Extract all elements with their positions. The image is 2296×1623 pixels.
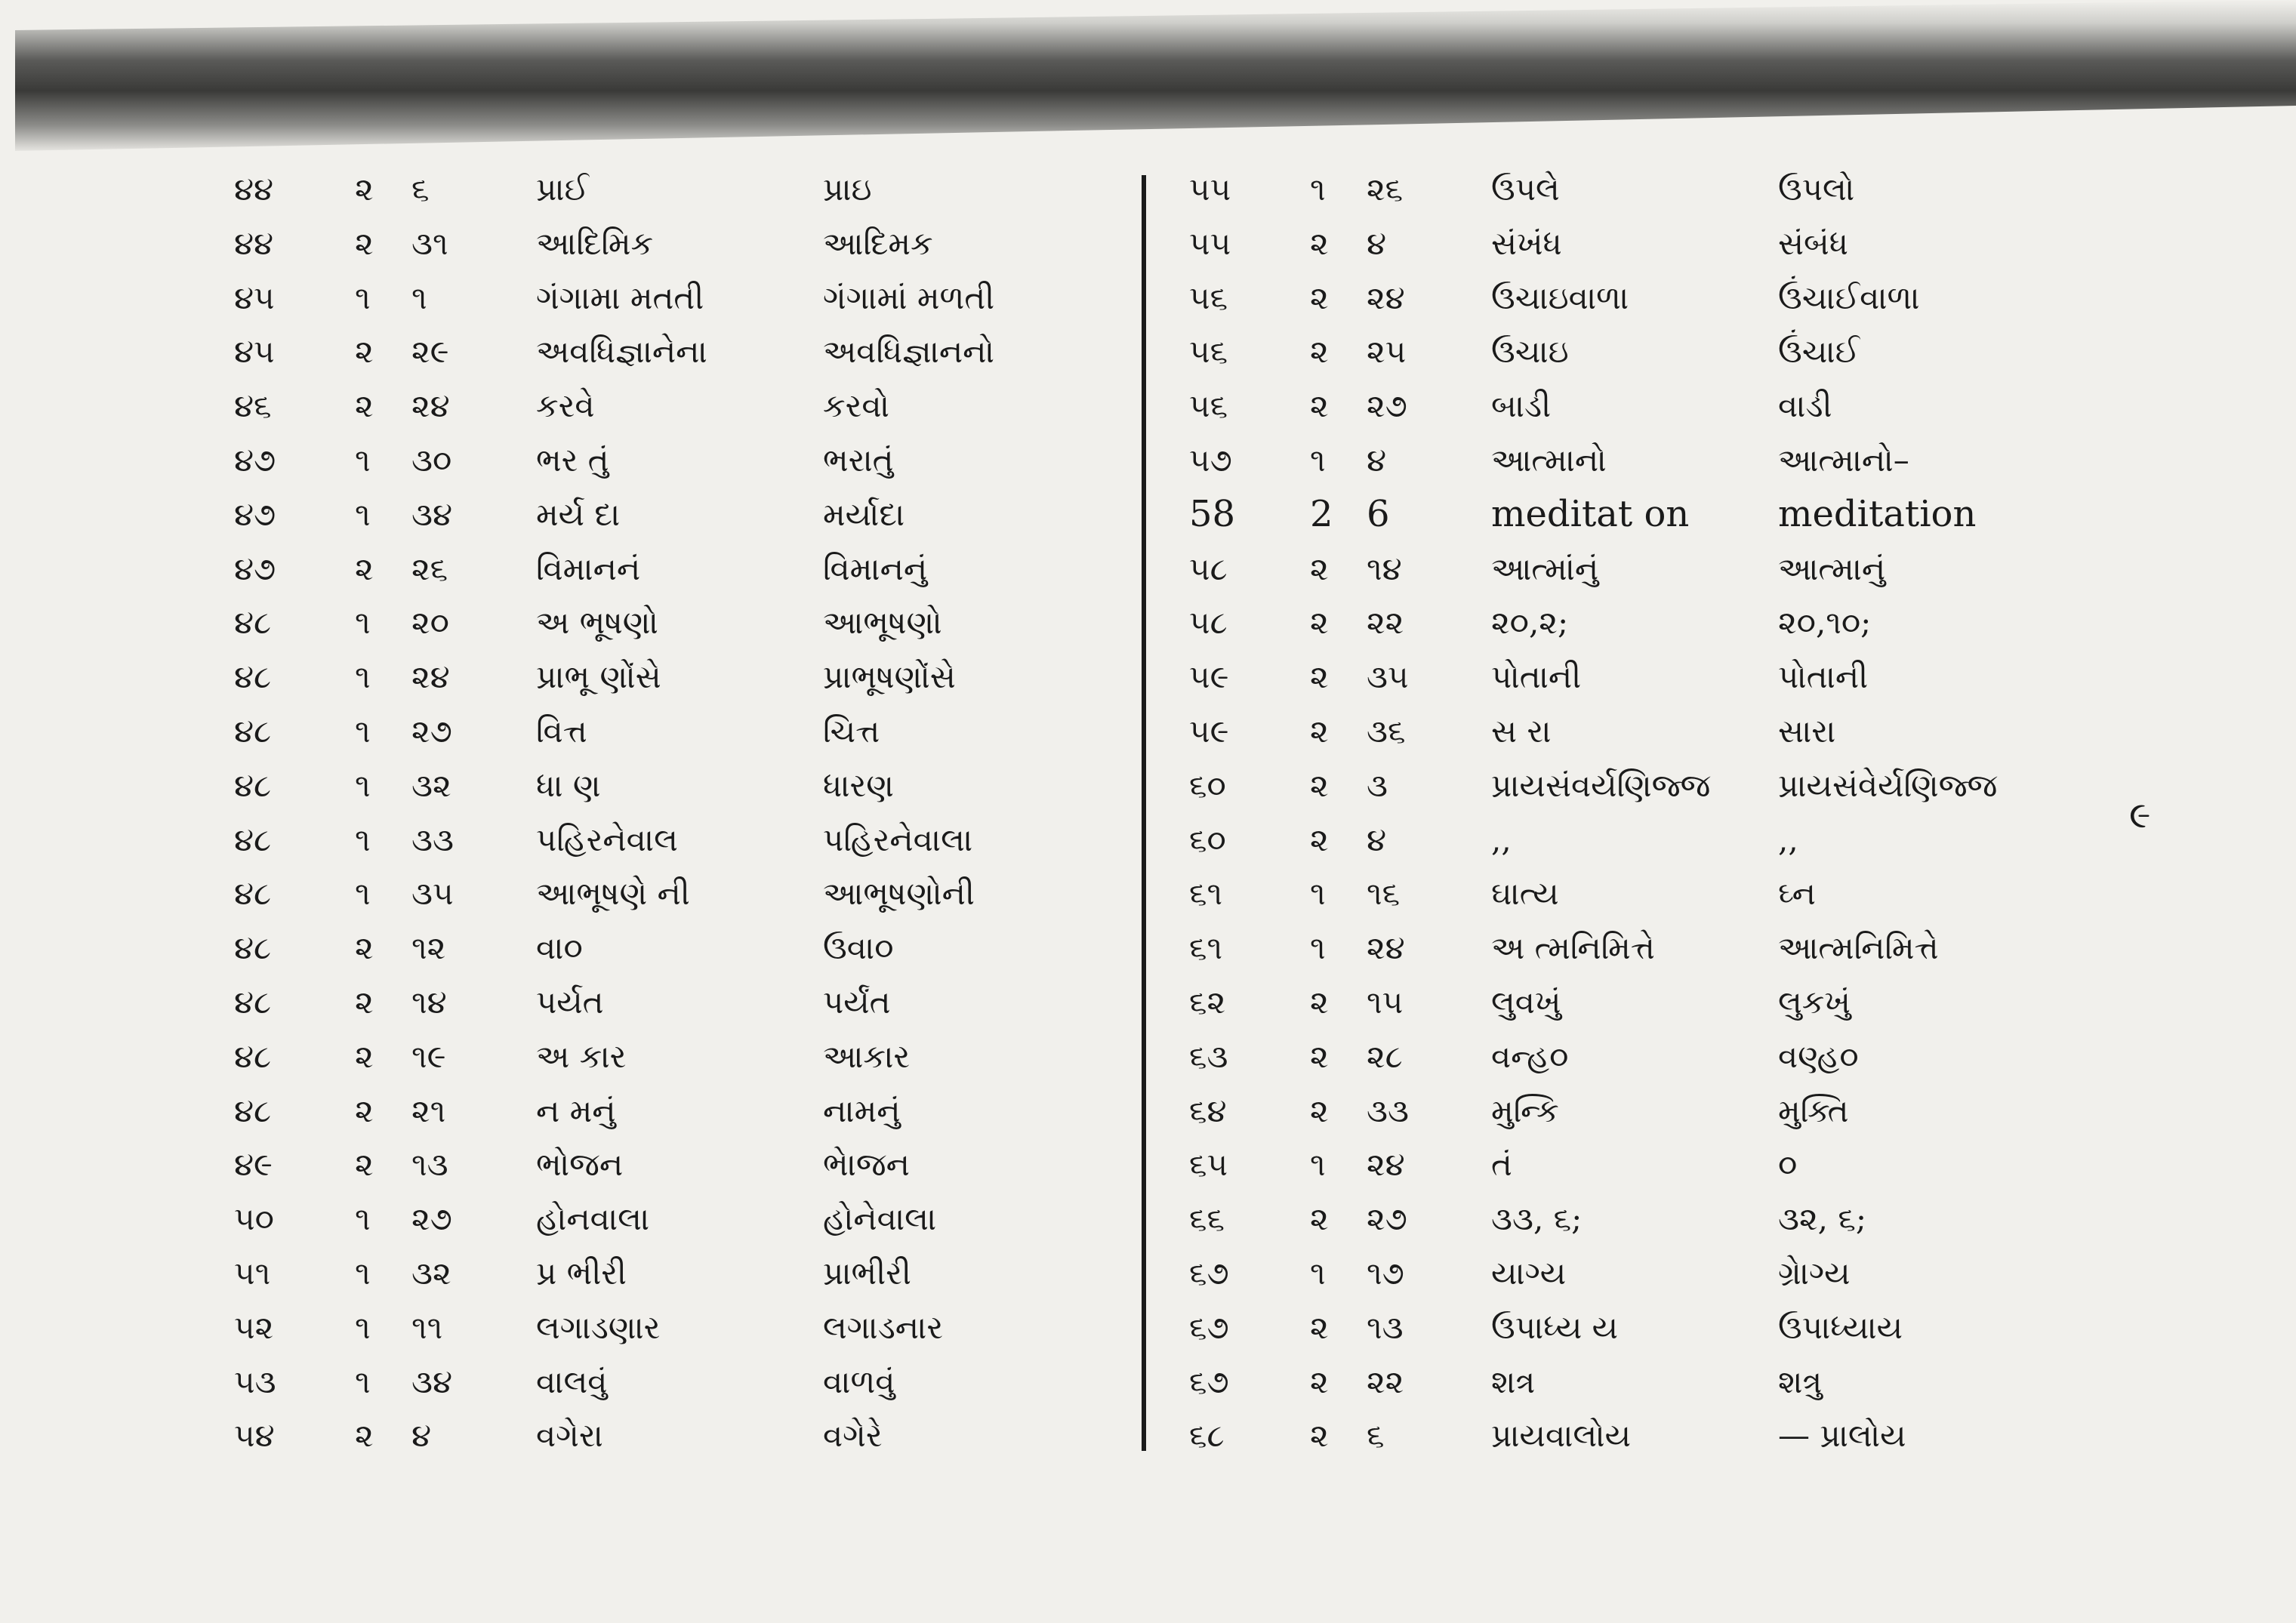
incorrect-text: સંખંધ [1491, 224, 1562, 262]
errata-row [1189, 1409, 2118, 1463]
line-number: ૨૬ [1367, 171, 1404, 208]
incorrect-text: વા૦ [536, 929, 583, 967]
page-number: ૬૧ [1189, 929, 1223, 967]
incorrect-text: પ્રાઈ [536, 171, 589, 208]
incorrect-text: ઉચાઇ [1491, 333, 1569, 371]
corrected-text: ,, [1778, 821, 1798, 858]
page-number: ૬૦ [1189, 766, 1226, 804]
errata-row [1189, 1138, 2118, 1192]
page-number: ૪૪ [234, 224, 274, 262]
corrected-text: ચિત્ત [823, 712, 880, 750]
column-number: ૨ [355, 333, 374, 371]
line-number: ૨૫ [1367, 333, 1407, 371]
corrected-text: ઘ્ન [1778, 875, 1816, 913]
corrected-text: ૩૨, ૬; [1778, 1200, 1866, 1238]
column-number: ૨ [355, 929, 374, 967]
page-number: ૪૮ [234, 658, 272, 696]
line-number: ૪ [1367, 441, 1387, 479]
page-number: 58 [1189, 492, 1236, 535]
page-number: ૫૬ [1189, 387, 1228, 425]
line-number: ૧૬ [1367, 875, 1401, 913]
line-number: ૧૪ [1367, 550, 1402, 587]
incorrect-text: મુન્કિ [1491, 1092, 1559, 1129]
line-number: ૬ [1367, 1417, 1385, 1455]
incorrect-text: અ ત્મનિમિત્તે [1491, 929, 1655, 967]
line-number: ૧૭ [1367, 1254, 1404, 1292]
incorrect-text: વગેરા [536, 1417, 603, 1455]
column-number: ૨ [355, 224, 374, 262]
errata-row [1189, 379, 2118, 433]
incorrect-text: પ્રાયવાલોય [1491, 1417, 1632, 1455]
column-number: ૧ [1310, 929, 1326, 967]
errata-row [234, 542, 1163, 596]
errata-row [1189, 704, 2118, 759]
corrected-text: શત્રુ [1778, 1363, 1823, 1400]
line-number: ૨૪ [411, 658, 450, 696]
corrected-text: ઉવા૦ [823, 929, 894, 967]
corrected-text: નામનું [823, 1092, 901, 1129]
corrected-text: પ્રાયસંવેર્યણિજ્જ [1778, 766, 1998, 804]
line-number: ૧૯ [411, 1037, 446, 1075]
errata-row [234, 1084, 1163, 1138]
column-number: ૨ [1310, 550, 1329, 587]
page-number: ૪૮ [234, 1092, 272, 1129]
column-number: ૨ [1310, 1363, 1329, 1400]
errata-row [1189, 1192, 2118, 1246]
column-number: ૨ [1310, 766, 1329, 804]
page-number: ૫૫ [1189, 171, 1231, 208]
incorrect-text: ઉચાઇવાળા [1491, 279, 1629, 316]
corrected-text: meditation [1778, 492, 1977, 535]
column-divider [1142, 175, 1146, 1451]
column-number: ૧ [355, 712, 371, 750]
page-number: ૪૭ [234, 495, 276, 533]
corrected-text: ગ્રેાગ્ય [1778, 1254, 1851, 1292]
line-number: ૨૬ [411, 550, 448, 587]
line-number: ૨૭ [411, 712, 452, 750]
corrected-text: ઉપલો [1778, 171, 1855, 208]
errata-row [1189, 921, 2118, 975]
line-number: ૬ [411, 171, 430, 208]
column-number: ૧ [355, 875, 371, 913]
page-number: ૬૨ [1189, 983, 1226, 1021]
errata-row [234, 1355, 1163, 1409]
errata-row [234, 325, 1163, 379]
corrected-text: આભૂષણોની [823, 875, 975, 913]
incorrect-text: તં [1491, 1146, 1512, 1184]
incorrect-text: આત્માંનું [1491, 550, 1599, 587]
errata-row [1189, 1030, 2118, 1084]
page-number: ૪૯ [234, 1146, 273, 1184]
page-number: ૬૩ [1189, 1037, 1228, 1075]
corrected-text: પ્રાઇ [823, 171, 872, 208]
incorrect-text: ધા ણ [536, 766, 601, 804]
corrected-text: પર્યંત [823, 983, 891, 1021]
incorrect-text: meditat on [1491, 492, 1690, 535]
errata-row [234, 759, 1163, 813]
column-number: ૨ [355, 550, 374, 587]
column-number: ૨ [1310, 279, 1329, 316]
incorrect-text: ,, [1491, 821, 1512, 858]
incorrect-text: આત્માનો [1491, 441, 1607, 479]
page-number: ૪૮ [234, 1037, 272, 1075]
page-number: ૪૮ [234, 875, 272, 913]
corrected-text: વાડી [1778, 387, 1832, 425]
page-number: ૬૮ [1189, 1417, 1225, 1455]
line-number: ૨૭ [1367, 387, 1407, 425]
incorrect-text: ઉપલે [1491, 171, 1560, 208]
corrected-text: લુકખું [1778, 983, 1851, 1021]
errata-row [1189, 1355, 2118, 1409]
line-number: ૪ [411, 1417, 432, 1455]
page-number: ૫૨ [234, 1308, 274, 1346]
page-number: ૬૬ [1189, 1200, 1225, 1238]
column-number: ૧ [355, 1363, 371, 1400]
errata-row [234, 379, 1163, 433]
errata-row [1189, 975, 2118, 1030]
corrected-text: સંબંધ [1778, 224, 1848, 262]
line-number: ૨૧ [411, 1092, 446, 1129]
errata-row [1189, 650, 2118, 704]
incorrect-text: ગંગામા મતતી [536, 279, 704, 316]
incorrect-text: વન્હ૦ [1491, 1037, 1569, 1075]
incorrect-text: ૨૦,૨; [1491, 604, 1569, 642]
errata-row [234, 704, 1163, 759]
incorrect-text: મર્ય દા [536, 495, 621, 533]
corrected-text: પ્રાભીરી [823, 1254, 911, 1292]
line-number: ૨૯ [411, 333, 449, 371]
column-number: ૨ [1310, 1308, 1329, 1346]
corrected-text: ૦ [1778, 1146, 1798, 1184]
page-number: ૪૪ [234, 171, 274, 208]
page-number: ૪૮ [234, 604, 272, 642]
column-number: ૧ [355, 604, 371, 642]
line-number: ૨૨ [1367, 1363, 1404, 1400]
errata-column-left [234, 162, 1163, 1463]
column-number: ૧ [355, 658, 371, 696]
corrected-text: સારા [1778, 712, 1836, 750]
page-number: ૬૭ [1189, 1308, 1229, 1346]
column-number: ૧ [355, 441, 371, 479]
column-number: ૧ [355, 1200, 371, 1238]
column-number: ૨ [1310, 333, 1329, 371]
errata-row [234, 1030, 1163, 1084]
errata-row [1189, 1246, 2118, 1301]
incorrect-text: ઘાત્ય [1491, 875, 1559, 913]
page-number: ૪૮ [234, 929, 272, 967]
page-number: ૬૭ [1189, 1363, 1229, 1400]
page-number: ૪૫ [234, 333, 275, 371]
corrected-text: આત્મનિમિત્તે [1778, 929, 1939, 967]
corrected-text: આભૂષણો [823, 604, 942, 642]
column-number: ૨ [1310, 1037, 1329, 1075]
corrected-text: ઉંચાઈવાળા [1778, 279, 1920, 316]
corrected-text: કરવો [823, 387, 890, 425]
page-number: ૬૪ [1189, 1092, 1227, 1129]
line-number: ૩૧ [411, 224, 448, 262]
column-number: ૧ [355, 1308, 371, 1346]
line-number: ૧૨ [411, 929, 446, 967]
errata-row [234, 1192, 1163, 1246]
column-number: ૨ [355, 983, 374, 1021]
incorrect-text: અવધિજ્ઞાનેના [536, 333, 707, 371]
errata-row [1189, 271, 2118, 325]
column-number: ૧ [1310, 171, 1326, 208]
incorrect-text: વિત્ત [536, 712, 587, 750]
column-number: ૧ [1310, 1254, 1326, 1292]
line-number: 6 [1367, 492, 1390, 535]
page-number: ૪૬ [234, 387, 272, 425]
scan-shadow-band [15, 0, 2296, 151]
incorrect-text: લુવખું [1491, 983, 1561, 1021]
errata-row [234, 488, 1163, 542]
page-number: ૪૮ [234, 821, 272, 858]
page-number: ૫૫ [1189, 224, 1231, 262]
corrected-text: વગેરે [823, 1417, 883, 1455]
page-number: ૪૭ [234, 550, 276, 587]
corrected-text: ધારણ [823, 766, 894, 804]
line-number: ૧૪ [411, 983, 447, 1021]
column-number: ૨ [1310, 983, 1329, 1021]
line-number: ૨૪ [411, 387, 450, 425]
column-number: ૨ [1310, 604, 1329, 642]
errata-row [1189, 759, 2118, 813]
errata-row [234, 1409, 1163, 1463]
incorrect-text: હોનવાલા [536, 1200, 650, 1238]
corrected-text: આત્માનો– [1778, 441, 1909, 479]
incorrect-text: લગાડણાર [536, 1308, 661, 1346]
column-number: ૧ [355, 495, 371, 533]
margin-mark: ૯ [2129, 794, 2151, 836]
line-number: ૩૩ [411, 821, 454, 858]
page-number: ૪૮ [234, 766, 272, 804]
column-number: ૧ [355, 821, 371, 858]
incorrect-text: વાલવું [536, 1363, 608, 1400]
line-number: ૧૧ [411, 1308, 443, 1346]
column-number: ૨ [355, 387, 374, 425]
incorrect-text: કરવે [536, 387, 595, 425]
line-number: ૨૮ [1367, 1037, 1403, 1075]
column-number: ૨ [1310, 1200, 1329, 1238]
errata-row [234, 1246, 1163, 1301]
errata-row [1189, 867, 2118, 921]
column-number: ૨ [1310, 1092, 1329, 1129]
incorrect-text: પ્રાયસંવર્યણિજ્જ [1491, 766, 1711, 804]
line-number: ૨૨ [1367, 604, 1404, 642]
page-number: ૫૭ [1189, 441, 1232, 479]
page-number: ૬૧ [1189, 875, 1223, 913]
incorrect-text: પ્ર ભીરી [536, 1254, 627, 1292]
errata-row [234, 813, 1163, 867]
corrected-text: વિમાનનું [823, 550, 928, 587]
errata-row [1189, 1084, 2118, 1138]
line-number: ૨૪ [1367, 1146, 1405, 1184]
page-number: ૬૭ [1189, 1254, 1229, 1292]
errata-column-right [1189, 162, 2118, 1463]
corrected-text: પોતાની [1778, 658, 1869, 696]
page-number: ૫૧ [234, 1254, 271, 1292]
column-number: ૨ [355, 1417, 374, 1455]
line-number: ૪ [1367, 224, 1387, 262]
errata-row [234, 271, 1163, 325]
incorrect-text: પ્રાભૂ ણોંસે [536, 658, 661, 696]
column-number: ૧ [355, 1254, 371, 1292]
errata-row [234, 1138, 1163, 1192]
column-number: ૧ [355, 766, 371, 804]
page-number: ૪૮ [234, 712, 272, 750]
errata-row [234, 596, 1163, 650]
line-number: ૩૦ [411, 441, 452, 479]
errata-row [234, 1301, 1163, 1355]
incorrect-text: ન મનું [536, 1092, 616, 1129]
corrected-text: આત્માનું [1778, 550, 1886, 587]
column-number: ૨ [1310, 1417, 1329, 1455]
corrected-text: ભરાતું [823, 441, 894, 479]
incorrect-text: સ રા [1491, 712, 1552, 750]
errata-row [234, 433, 1163, 488]
errata-row [234, 975, 1163, 1030]
incorrect-text: આદિમિક [536, 224, 654, 262]
incorrect-text: બાડી [1491, 387, 1552, 425]
line-number: ૨૪ [1367, 279, 1405, 316]
page-number: ૫૩ [234, 1363, 276, 1400]
corrected-text: ઉપાધ્યાય [1778, 1308, 1903, 1346]
page-number: ૫૯ [1189, 658, 1229, 696]
incorrect-text: પર્યત [536, 983, 604, 1021]
errata-row [1189, 162, 2118, 217]
corrected-text: ૨૦,૧૦; [1778, 604, 1872, 642]
errata-row [1189, 488, 2118, 542]
incorrect-text: શત્ર [1491, 1363, 1536, 1400]
errata-row [234, 921, 1163, 975]
column-number: ૨ [1310, 224, 1329, 262]
errata-row [1189, 325, 2118, 379]
corrected-text: ભેાજન [823, 1146, 910, 1184]
corrected-text: ઉંચાઈ [1778, 333, 1860, 371]
line-number: ૩ [1367, 766, 1388, 804]
column-number: ૨ [1310, 712, 1329, 750]
errata-row [1189, 813, 2118, 867]
page-number: ૫૪ [234, 1417, 275, 1455]
column-number: ૨ [355, 1037, 374, 1075]
column-number: ૨ [355, 171, 374, 208]
incorrect-text: યાગ્ય [1491, 1254, 1567, 1292]
line-number: ૩૨ [411, 766, 451, 804]
column-number: ૨ [355, 1146, 374, 1184]
page-number: ૫૦ [234, 1200, 274, 1238]
page-number: ૫૬ [1189, 279, 1228, 316]
incorrect-text: ૩૩, ૬; [1491, 1200, 1583, 1238]
corrected-text: આકાર [823, 1037, 911, 1075]
column-number: ૨ [1310, 821, 1329, 858]
page-number: ૬૫ [1189, 1146, 1228, 1184]
line-number: ૨૦ [411, 604, 449, 642]
incorrect-text: આભૂષણે ની [536, 875, 690, 913]
errata-row [1189, 1301, 2118, 1355]
corrected-text: આદિમક [823, 224, 933, 262]
line-number: ૧૩ [411, 1146, 448, 1184]
errata-row [1189, 433, 2118, 488]
errata-row [234, 650, 1163, 704]
corrected-text: મુક્તિ [1778, 1092, 1849, 1129]
page-number: ૪૮ [234, 983, 272, 1021]
column-number: ૨ [355, 1092, 374, 1129]
corrected-text: અવધિજ્ઞાનનો [823, 333, 994, 371]
column-number: ૨ [1310, 658, 1329, 696]
errata-row [234, 217, 1163, 271]
corrected-text: પહિરનેવાલા [823, 821, 973, 858]
column-number: ૧ [1310, 441, 1326, 479]
corrected-text: વાળવું [823, 1363, 895, 1400]
page-number: ૪૭ [234, 441, 276, 479]
line-number: ૩૬ [1367, 712, 1406, 750]
incorrect-text: અ કાર [536, 1037, 627, 1075]
page-number: ૫૯ [1189, 712, 1229, 750]
corrected-text: હોનેવાલા [823, 1200, 937, 1238]
errata-row [234, 162, 1163, 217]
line-number: ૨૭ [1367, 1200, 1407, 1238]
page-number: ૫૮ [1189, 550, 1228, 587]
line-number: ૩૫ [1367, 658, 1409, 696]
column-number: ૧ [355, 279, 371, 316]
corrected-text: — પ્રાલોય [1778, 1417, 1906, 1455]
errata-row [1189, 542, 2118, 596]
page-number: ૫૬ [1189, 333, 1228, 371]
corrected-text: ગંગામાં મળતી [823, 279, 995, 316]
incorrect-text: પોતાની [1491, 658, 1582, 696]
corrected-text: મર્યાદા [823, 495, 905, 533]
incorrect-text: વિમાનનં [536, 550, 641, 587]
line-number: ૧ [411, 279, 427, 316]
incorrect-text: ભોજન [536, 1146, 624, 1184]
errata-row [1189, 596, 2118, 650]
page-number: ૪૫ [234, 279, 275, 316]
corrected-text: વણ્હ૦ [1778, 1037, 1859, 1075]
line-number: ૨૭ [411, 1200, 452, 1238]
corrected-text: લગાડનાર [823, 1308, 944, 1346]
errata-row [234, 867, 1163, 921]
column-number: ૧ [1310, 875, 1326, 913]
errata-row [1189, 217, 2118, 271]
line-number: ૨૪ [1367, 929, 1405, 967]
corrected-text: પ્રાભૂષણોંસે [823, 658, 956, 696]
incorrect-text: ભર તું [536, 441, 609, 479]
incorrect-text: પહિરનેવાલ [536, 821, 678, 858]
line-number: ૩૪ [411, 1363, 453, 1400]
column-number: ૨ [1310, 387, 1329, 425]
line-number: ૩૫ [411, 875, 454, 913]
line-number: ૪ [1367, 821, 1387, 858]
incorrect-text: ઉપાધ્ય ય [1491, 1308, 1619, 1346]
column-number: ૧ [1310, 1146, 1326, 1184]
line-number: ૩૩ [1367, 1092, 1409, 1129]
page-number: ૫૮ [1189, 604, 1228, 642]
page-number: ૬૦ [1189, 821, 1226, 858]
line-number: ૩૪ [411, 495, 453, 533]
line-number: ૧૫ [1367, 983, 1404, 1021]
incorrect-text: અ ભૂષણો [536, 604, 658, 642]
line-number: ૧૩ [1367, 1308, 1404, 1346]
line-number: ૩૨ [411, 1254, 451, 1292]
column-number: 2 [1310, 492, 1333, 535]
